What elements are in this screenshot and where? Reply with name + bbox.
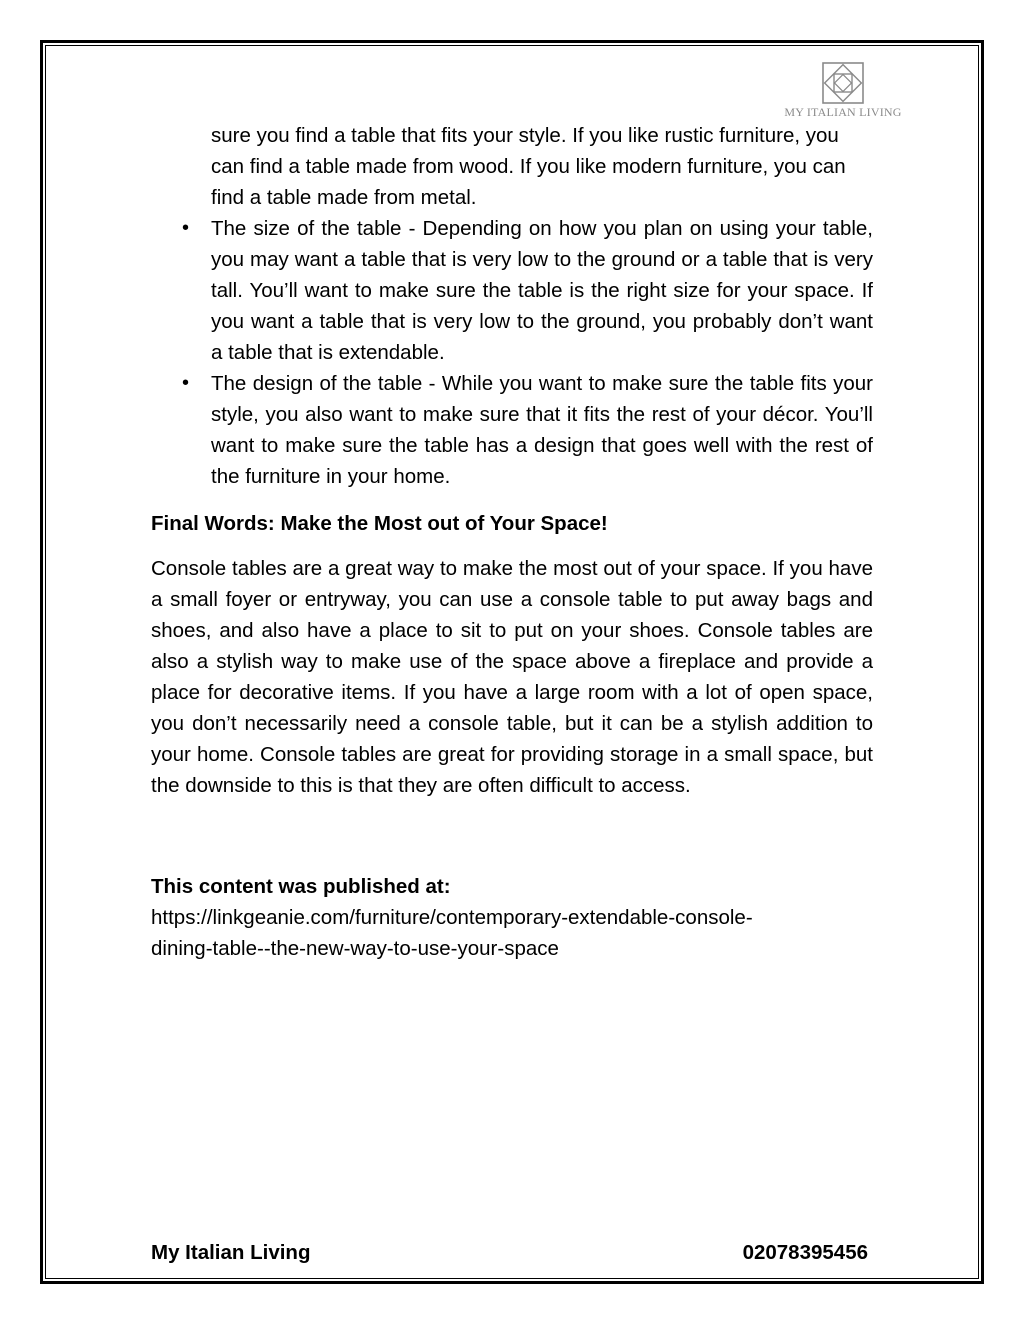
published-url[interactable] [151, 902, 873, 964]
published-label: This content was published at: [151, 875, 451, 898]
bullet-text: The design of the table - While you want to make sure the table fits your style, you also want to make sure that it fits the rest of your décor. You’ll want to make sure the table has a design that goes well with the rest of the furniture in your home. [211, 372, 873, 488]
published-url-line-2[interactable]: dining-table--the-new-way-to-use-your-space [151, 937, 559, 960]
logo-text: MY ITALIAN LIVING [784, 105, 902, 119]
list-item [151, 213, 873, 368]
footer-phone: 02078395456 [742, 1241, 868, 1264]
bullet-icon: • [182, 217, 190, 239]
list-item [151, 368, 873, 492]
bullet-text: The size of the table - Depending on how you plan on using your table, you may want a table that is very low to the ground or a table that is very tall. You’ll want to make sure the table is the right size for your space. If you want a table that is very low to the ground, you probably don’t want a table that is extendable. [211, 217, 873, 364]
published-url-line-1[interactable]: https://linkgeanie.com/furniture/contemporary-extendable-console- [151, 906, 753, 929]
section-paragraph: Console tables are a great way to make the most out of your space. If you have a small foyer or entryway, you can use a console table to put away bags and shoes, and also have a place to sit to put on your shoes. Console tables are also a stylish way to make use of the space above a fireplace and provide a place for decorative items. If you have a large room with a lot of open space, you don’t necessarily need a console table, but it can be a stylish addition to your home. Console tables are great for providing storage in a small space, but the downside to this is that they are often difficult to access. [151, 557, 873, 797]
brand-logo [780, 62, 906, 120]
document-body [151, 120, 873, 964]
continued-paragraph: sure you find a table that fits your style. If you like rustic furniture, you can find a table made from wood. If you like modern furniture, you can find a table made from metal. [211, 124, 846, 209]
bullet-list [151, 213, 873, 492]
bullet-icon: • [182, 372, 190, 394]
footer-company: My Italian Living [151, 1241, 311, 1264]
diamond-square-logo-icon [822, 62, 864, 104]
section-heading: Final Words: Make the Most out of Your Space! [151, 512, 608, 535]
